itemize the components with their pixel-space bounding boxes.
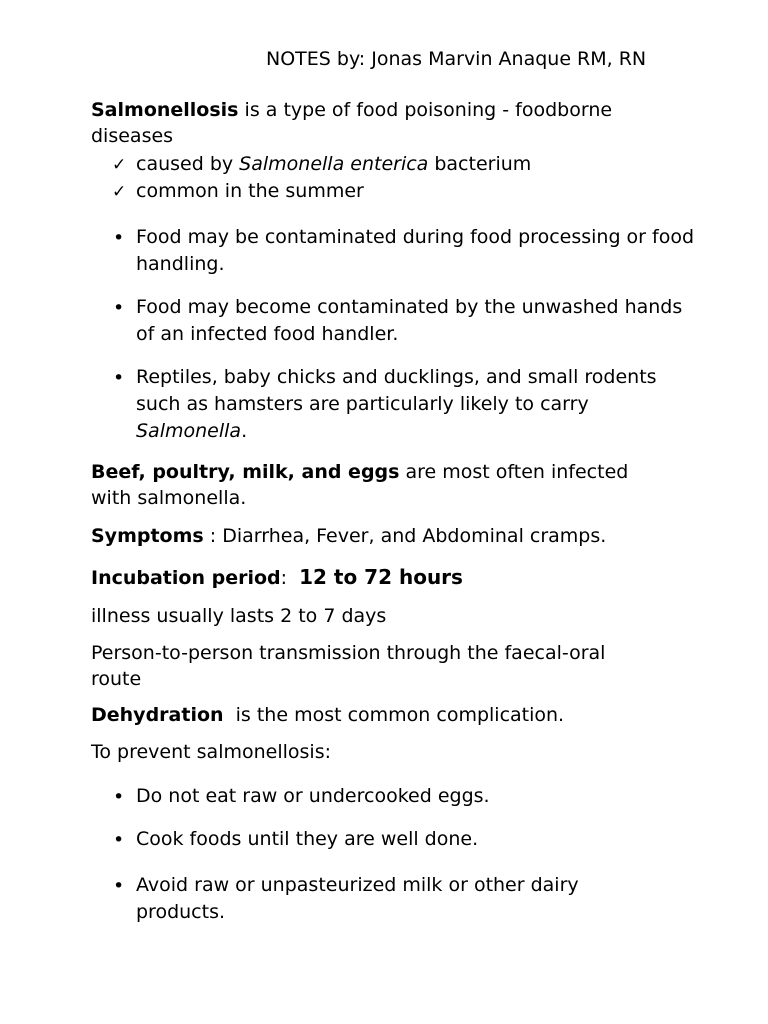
duration-paragraph: illness usually lasts 2 to 7 days — [91, 605, 387, 627]
symptoms-paragraph — [91, 523, 691, 549]
intro-description: is a type of food poisoning - foodborne diseases — [91, 99, 613, 147]
bullet-icon: • — [113, 367, 125, 389]
symptoms-text: : Diarrhea, Fever, and Abdominal cramps. — [203, 525, 607, 547]
bullet-icon: • — [113, 786, 125, 808]
bullet-icon: • — [113, 875, 125, 897]
incubation-value: 12 to 72 hours — [299, 565, 463, 589]
foods-label: Beef, poultry, milk, and eggs — [91, 461, 400, 483]
prevent-heading: To prevent salmonellosis: — [91, 741, 331, 763]
bullet-icon: • — [113, 829, 125, 851]
list-item-text: Food may become contaminated by the unwashed hands of an infected food handler. — [136, 296, 683, 345]
list-item — [136, 364, 681, 445]
symptoms-label: Symptoms — [91, 525, 204, 547]
list-item — [136, 294, 696, 348]
list-item-text: Food may be contaminated during food processing or food handling. — [136, 226, 695, 275]
transmission-paragraph: Person-to-person transmission through the faecal-oral route — [91, 642, 606, 690]
complication-paragraph — [91, 702, 691, 728]
list-item — [136, 224, 696, 278]
incubation-paragraph — [91, 564, 691, 591]
term-salmonellosis: Salmonellosis — [91, 99, 239, 121]
check-icon: ✓ — [112, 155, 127, 175]
bullet-icon: • — [113, 297, 125, 319]
organism-name: Salmonella enterica — [239, 153, 429, 175]
list-item: Do not eat raw or undercooked eggs. — [136, 785, 490, 807]
list-item: Cook foods until they are well done. — [136, 828, 479, 850]
foods-paragraph — [91, 459, 651, 511]
check-item-text: common in the summer — [136, 180, 364, 202]
check-item-text: caused by — [136, 153, 240, 175]
bullet-icon: • — [113, 227, 125, 249]
check-item-text: bacterium — [428, 153, 532, 175]
intro-paragraph — [91, 97, 691, 149]
complication-text: is the most common complication. — [223, 704, 565, 726]
complication-label: Dehydration — [91, 704, 224, 726]
list-item-text: . — [241, 420, 248, 442]
notes-author-header: NOTES by: Jonas Marvin Anaque RM, RN — [266, 48, 647, 70]
foods-text: are most often infected with salmonella. — [91, 461, 629, 509]
check-item-season — [136, 178, 364, 204]
incubation-label: Incubation period — [91, 567, 281, 589]
incubation-separator: : — [280, 567, 300, 589]
list-item: Avoid raw or unpasteurized milk or other dairy products. — [136, 874, 579, 923]
check-icon: ✓ — [112, 182, 127, 202]
organism-name: Salmonella — [136, 420, 242, 442]
list-item-text: Reptiles, baby chicks and ducklings, and small rodents such as hamsters are particularly likely to carry — [136, 366, 657, 415]
check-item-cause — [136, 151, 531, 177]
